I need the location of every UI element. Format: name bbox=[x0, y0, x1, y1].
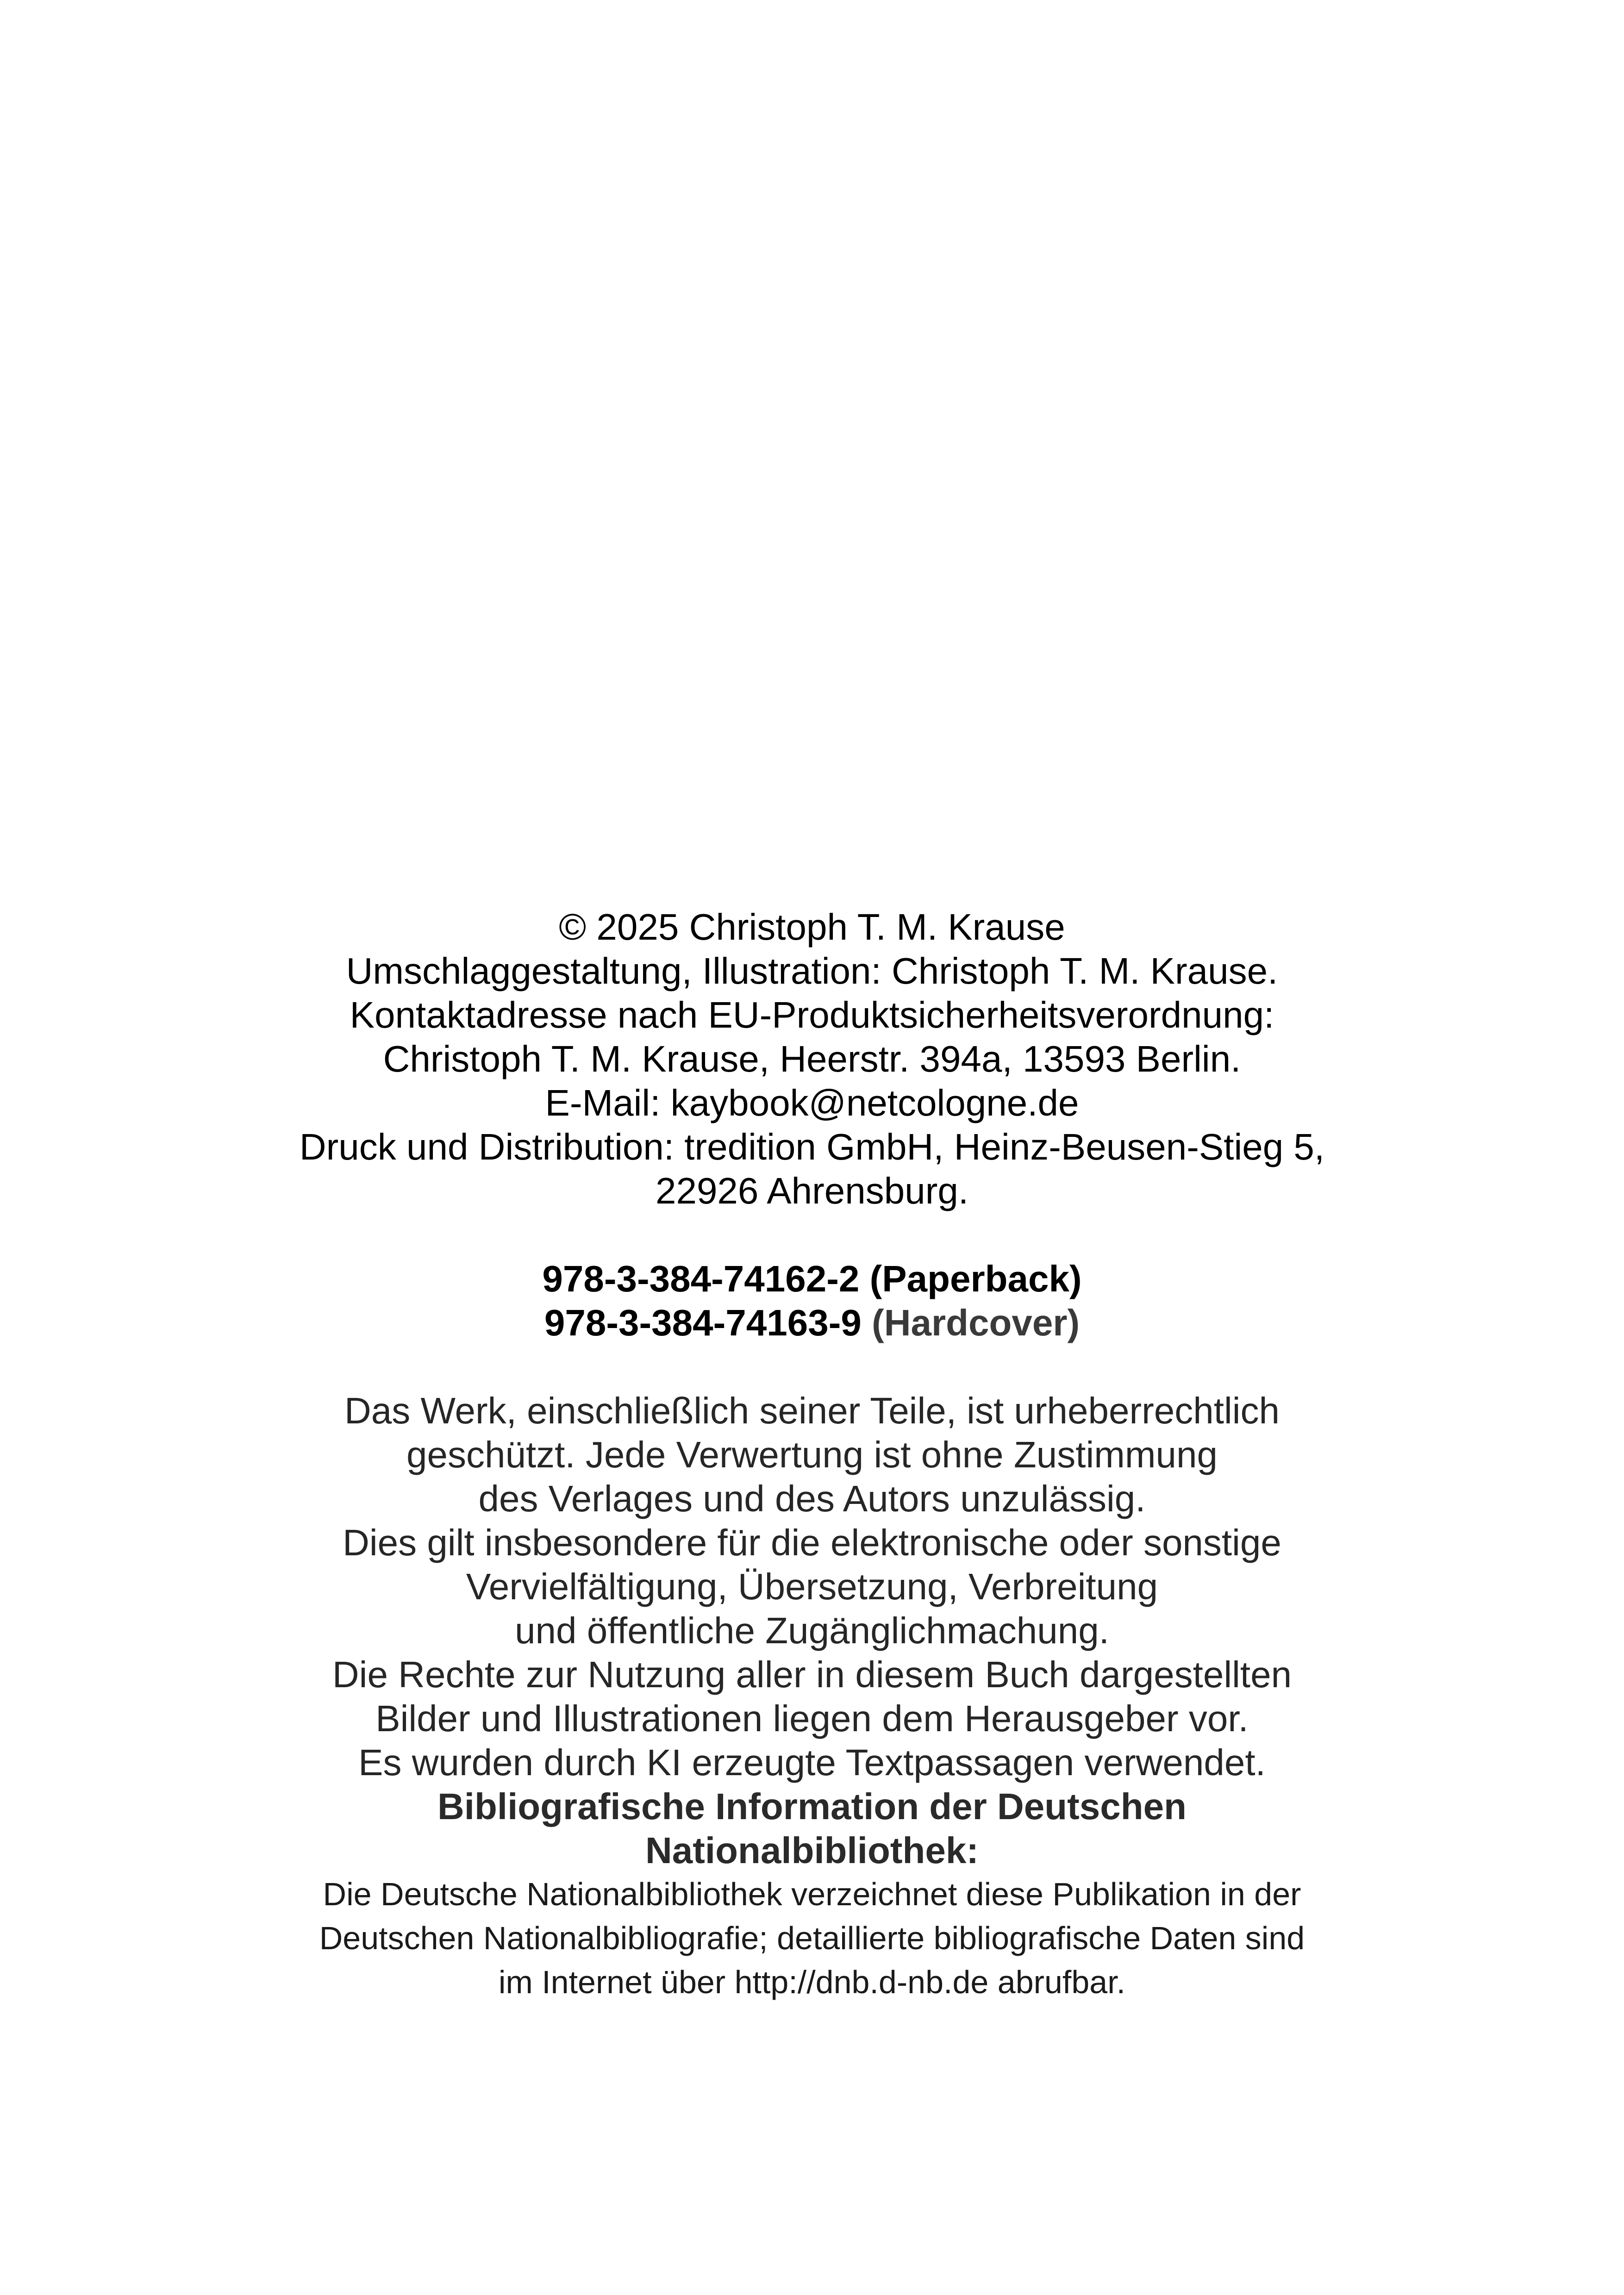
distribution-city-line: 22926 Ahrensburg. bbox=[655, 1170, 969, 1211]
rights-line: Dies gilt insbesondere für die elektronische oder sonstige bbox=[343, 1522, 1281, 1563]
ai-notice-line: Es wurden durch KI erzeugte Textpassagen verwendet. bbox=[358, 1742, 1266, 1783]
bibliographic-heading: Bibliografische Information der Deutschen bbox=[437, 1786, 1187, 1827]
copyright-line: © 2025 Christoph T. M. Krause bbox=[559, 906, 1065, 948]
bibliographic-heading: Nationalbibliothek: bbox=[645, 1830, 979, 1871]
isbn-hardcover bbox=[0, 1301, 1624, 1345]
rights-line: Die Rechte zur Nutzung aller in diesem Buch dargestellten bbox=[332, 1654, 1292, 1695]
rights-line: des Verlages und des Autors unzulässig. bbox=[478, 1478, 1146, 1519]
bibliographic-text: Die Deutsche Nationalbibliothek verzeichnet diese Publikation in der bbox=[323, 1876, 1301, 1912]
bibliographic-text: im Internet über http://dnb.d-nb.de abrufbar. bbox=[498, 1964, 1126, 2000]
isbn-section bbox=[0, 1257, 1624, 1345]
rights-line: Vervielfältigung, Übersetzung, Verbreitung bbox=[466, 1566, 1158, 1607]
contact-section bbox=[0, 905, 1624, 1213]
isbn-number: 978-3-384-74163-9 bbox=[544, 1302, 862, 1343]
rights-section bbox=[0, 1389, 1624, 1784]
isbn-number: 978-3-384-74162-2 bbox=[542, 1258, 860, 1299]
contact-address-label: Kontaktadresse nach EU-Produktsicherheitsverordnung: bbox=[350, 994, 1274, 1035]
rights-line: und öffentliche Zugänglichmachung. bbox=[515, 1610, 1109, 1651]
isbn-format: (Hardcover) bbox=[872, 1302, 1080, 1343]
bibliographic-section bbox=[0, 1784, 1624, 2004]
rights-line: Das Werk, einschließlich seiner Teile, ist urheberrechtlich bbox=[344, 1390, 1280, 1431]
distribution-line: Druck und Distribution: tredition GmbH, Heinz-Beusen-Stieg 5, bbox=[299, 1126, 1325, 1167]
bibliographic-text: Deutschen Nationalbibliografie; detaillierte bibliografische Daten sind bbox=[319, 1920, 1305, 1956]
rights-line: geschützt. Jede Verwertung ist ohne Zustimmung bbox=[406, 1434, 1218, 1475]
cover-design-line: Umschlaggestaltung, Illustration: Christoph T. M. Krause. bbox=[346, 950, 1278, 992]
imprint-block bbox=[0, 905, 1624, 2004]
isbn-format: (Paperback) bbox=[869, 1258, 1082, 1299]
rights-line: Bilder und Illustrationen liegen dem Herausgeber vor. bbox=[375, 1698, 1249, 1739]
isbn-paperback bbox=[0, 1257, 1624, 1301]
contact-address-line: Christoph T. M. Krause, Heerstr. 394a, 13593 Berlin. bbox=[383, 1038, 1241, 1079]
email-line: E-Mail: kaybook@netcologne.de bbox=[545, 1082, 1079, 1123]
